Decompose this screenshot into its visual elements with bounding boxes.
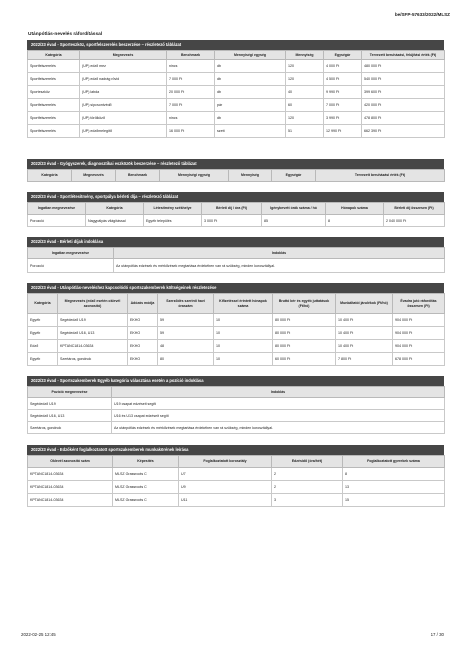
- table-cell: nincs: [167, 60, 215, 73]
- other-reason-section: [27, 376, 444, 434]
- coach-tasks-header-cell: Foglalkoztatott korosztály: [179, 456, 272, 468]
- equipment-header-cell: Mennyiségi egység: [215, 51, 286, 60]
- table-cell: Sportfelszerelés: [28, 112, 80, 125]
- equipment-header-cell: Benchmark: [167, 51, 215, 60]
- medical-header-cell: Kategória: [28, 170, 72, 182]
- staff-costs-header-cell: Évadra jutó ráfordítás összesen (Ft): [393, 294, 445, 314]
- medical-header-cell: Megnevezés: [72, 170, 116, 182]
- other-reason-header-row: [28, 387, 445, 398]
- coach-tasks-table: [27, 455, 445, 507]
- table-cell: 7 000 Ft: [167, 73, 215, 86]
- facility-header-cell: Létesítmény székhelye: [144, 203, 202, 215]
- table-cell: 7 000 Ft: [167, 99, 215, 112]
- medical-header-cell: Egységár: [272, 170, 316, 182]
- staff-costs-header-cell: Szerződés szerinti havi óraszám: [158, 294, 214, 314]
- table-cell: EKHO: [128, 340, 158, 353]
- table-cell: KPTANC1814-03634: [28, 468, 113, 481]
- table-cell: (UP) törölköző: [80, 112, 167, 125]
- table-row: [28, 353, 445, 366]
- footer-date: 2022-02-25 12:45: [21, 632, 56, 637]
- table-cell: 10 400 Ft: [336, 340, 393, 353]
- table-cell: 80 000 Ft: [273, 327, 336, 340]
- table-cell: 10 400 Ft: [336, 327, 393, 340]
- table-cell: Egyéb: [28, 314, 58, 327]
- table-cell: 480 000 Ft: [362, 60, 445, 73]
- table-row: [28, 468, 445, 481]
- table-cell: 8: [326, 215, 384, 227]
- table-cell: db: [215, 112, 286, 125]
- rent-reason-title: 2022/23 évad - Bérleti díjak indoklása: [27, 237, 444, 247]
- rent-reason-header-row: [28, 248, 445, 259]
- other-reason-title: 2022/23 évad - Sportszakemberek Egyéb kategória választása esetén a pozíció indoklása: [27, 376, 444, 386]
- facility-header-cell: Bérleti díj összesen (Ft): [384, 203, 445, 215]
- table-cell: (UP) edző nadrág rövid: [80, 73, 167, 86]
- table-cell: U19 csapat edzéseit segíti: [112, 398, 445, 410]
- table-cell: 2: [272, 481, 343, 494]
- table-cell: (UP) labda: [80, 86, 167, 99]
- staff-costs-header-cell: Bruttó bér és egyéb juttatások (Ft/hó): [273, 294, 336, 314]
- table-cell: 85: [262, 215, 326, 227]
- equipment-header-cell: Egységár: [324, 51, 362, 60]
- table-cell: (UP) edzőmelegítő: [80, 125, 167, 138]
- table-cell: Sportfelszerelés: [28, 73, 80, 86]
- table-cell: 8: [343, 468, 445, 481]
- staff-costs-header-row: [28, 294, 445, 314]
- table-cell: EKHO: [128, 353, 158, 366]
- equipment-header-cell: Mennyiség: [286, 51, 324, 60]
- equipment-title: 2022/23 évad - Sporteszköz, sportfelszerelés beszerzése – részletező táblázat: [27, 40, 444, 50]
- table-row: [28, 125, 445, 138]
- table-cell: 399 600 Ft: [362, 86, 445, 99]
- facility-header-cell: Igénybevett órák száma / hó: [262, 203, 326, 215]
- staff-costs-section: [27, 283, 444, 366]
- facility-section: [27, 192, 444, 227]
- staff-costs-table: [27, 293, 445, 366]
- table-cell: MLSZ Grassroots C: [113, 468, 179, 481]
- table-row: [28, 481, 445, 494]
- medical-title: 2022/23 évad - Gyógyszerek, diagnosztikai eszközök beszerzése – részletező táblázat: [27, 159, 444, 169]
- table-cell: U11: [179, 494, 272, 507]
- table-cell: Egyéb: [28, 353, 58, 366]
- table-cell: db: [215, 73, 286, 86]
- table-cell: U9: [179, 481, 272, 494]
- medical-header-row: [28, 170, 445, 182]
- table-cell: Porozcló: [28, 259, 114, 273]
- table-cell: Az utánpótlás edzések és mérkőzések megtartása érdekében van rá szükség, minden korosztállyal.: [114, 259, 445, 273]
- table-cell: 10: [214, 340, 273, 353]
- facility-title: 2022/23 évad - Sportlétesítmény, sportpálya bérleti díja – részletező táblázat: [27, 192, 444, 202]
- table-cell: Sportfelszerelés: [28, 125, 80, 138]
- table-cell: 678 000 Ft: [393, 353, 445, 366]
- medical-header-cell: Mennyiségi egység: [160, 170, 229, 182]
- table-row: [28, 60, 445, 73]
- table-cell: 10: [214, 314, 273, 327]
- staff-costs-header-cell: Adózás módja: [128, 294, 158, 314]
- table-cell: Segédedző U16, U13: [58, 327, 128, 340]
- table-cell: Segédedző U16, U13: [28, 410, 112, 422]
- table-cell: db: [215, 60, 286, 73]
- table-cell: 80: [158, 353, 214, 366]
- table-row: [28, 86, 445, 99]
- medical-header-cell: Tervezett beruházási érték (Ft): [316, 170, 445, 182]
- table-cell: Egyéb település: [144, 215, 202, 227]
- table-cell: db: [215, 86, 286, 99]
- coach-tasks-header-row: [28, 456, 445, 468]
- table-cell: Nagypályás világítással: [86, 215, 144, 227]
- equipment-header-cell: Megnevezés: [80, 51, 167, 60]
- table-cell: 662 390 Ft: [362, 125, 445, 138]
- other-reason-header-cell: Pozíció megnevezése: [28, 387, 112, 398]
- table-cell: 904 000 Ft: [393, 314, 445, 327]
- table-cell: 4 500 Ft: [324, 73, 362, 86]
- table-cell: 15: [343, 494, 445, 507]
- table-cell: 59: [158, 314, 214, 327]
- medical-header-cell: Mennyiség: [229, 170, 272, 182]
- table-cell: 904 000 Ft: [393, 327, 445, 340]
- table-cell: 10: [214, 353, 273, 366]
- medical-header-cell: Benchmark: [116, 170, 160, 182]
- facility-table: [27, 202, 445, 227]
- coach-tasks-header-cell: Edzésidő (óra/hét): [272, 456, 343, 468]
- table-cell: 2: [272, 468, 343, 481]
- table-cell: MLSZ Grassroots C: [113, 494, 179, 507]
- table-cell: 3: [272, 494, 343, 507]
- table-cell: Sportfelszerelés: [28, 99, 80, 112]
- table-cell: KPTANC1814-03634: [28, 481, 113, 494]
- document-id: be/SFP-57633/2022/MLSZ: [394, 12, 450, 17]
- table-cell: 3 000 Ft: [202, 215, 262, 227]
- table-cell: Sportfelszerelés: [28, 60, 80, 73]
- table-row: [28, 215, 445, 227]
- table-cell: Szertáros, gondnok: [58, 353, 128, 366]
- table-cell: 16 000 Ft: [167, 125, 215, 138]
- table-cell: (UP) sípcsontvédő: [80, 99, 167, 112]
- facility-header-cell: Bérleti díj / óra (Ft): [202, 203, 262, 215]
- table-cell: 7 800 Ft: [336, 353, 393, 366]
- equipment-header-row: [28, 51, 445, 60]
- table-cell: 9 990 Ft: [324, 86, 362, 99]
- table-row: [28, 340, 445, 353]
- table-cell: 904 000 Ft: [393, 340, 445, 353]
- table-cell: 60: [286, 99, 324, 112]
- page-number: 17 / 30: [430, 632, 444, 637]
- table-cell: Szertáros, gondnok: [28, 422, 112, 434]
- table-row: [28, 112, 445, 125]
- table-cell: EKHO: [128, 327, 158, 340]
- table-row: [28, 494, 445, 507]
- equipment-section: [27, 40, 444, 138]
- table-cell: 2 040 000 Ft: [384, 215, 445, 227]
- table-cell: 51: [286, 125, 324, 138]
- table-cell: KPTANC1814-03634: [58, 340, 128, 353]
- facility-header-cell: Kategória: [86, 203, 144, 215]
- table-cell: 13: [343, 481, 445, 494]
- staff-costs-header-cell: Kifizetéssel érintett hónapok száma: [214, 294, 273, 314]
- table-cell: Segédedző U19: [58, 314, 128, 327]
- table-row: [28, 73, 445, 86]
- table-cell: (UP) edző mez: [80, 60, 167, 73]
- facility-header-row: [28, 203, 445, 215]
- rent-reason-section: [27, 237, 444, 273]
- table-cell: 478 800 Ft: [362, 112, 445, 125]
- table-cell: 420 000 Ft: [362, 99, 445, 112]
- rent-reason-table: [27, 247, 445, 273]
- table-cell: Sporteszköz: [28, 86, 80, 99]
- table-cell: 12 990 Ft: [324, 125, 362, 138]
- staff-costs-title: 2022/23 évad - Utánpótlás-neveléshez kapcsolódó sportszakemberek költségeinek részletezése: [27, 283, 444, 293]
- coach-tasks-header-cell: Foglalkoztatott gyerekek száma: [343, 456, 445, 468]
- table-cell: 48: [158, 340, 214, 353]
- table-row: [28, 259, 445, 273]
- table-cell: Porozcló: [28, 215, 86, 227]
- table-cell: 60 000 Ft: [273, 353, 336, 366]
- table-cell: KPTANC1814-03634: [28, 494, 113, 507]
- table-row: [28, 327, 445, 340]
- table-row: [28, 99, 445, 112]
- table-cell: 4 000 Ft: [324, 60, 362, 73]
- table-cell: Segédedző U19: [28, 398, 112, 410]
- rent-reason-header-cell: Ingatlan megnevezése: [28, 248, 114, 259]
- table-cell: U16 és U13 csapat edzéseit segíti: [112, 410, 445, 422]
- rent-reason-header-cell: Indoklás: [114, 248, 445, 259]
- staff-costs-header-cell: Kategória: [28, 294, 58, 314]
- table-cell: U7: [179, 468, 272, 481]
- equipment-header-cell: Tervezett beruházási, felújítási érték (Ft): [362, 51, 445, 60]
- table-cell: 10 400 Ft: [336, 314, 393, 327]
- other-reason-header-cell: Indoklás: [112, 387, 445, 398]
- table-cell: Egyéb: [28, 327, 58, 340]
- coach-tasks-header-cell: Képesítés: [113, 456, 179, 468]
- coach-tasks-title: 2022/23 évad - Edzőként foglalkoztatott sportszakemberek munkakörének leírása: [27, 445, 444, 455]
- table-cell: 540 000 Ft: [362, 73, 445, 86]
- table-cell: 10: [214, 327, 273, 340]
- table-cell: 80 000 Ft: [273, 314, 336, 327]
- coach-tasks-header-cell: Oklevél azonosító szám: [28, 456, 113, 468]
- equipment-header-cell: Kategória: [28, 51, 80, 60]
- table-cell: 120: [286, 60, 324, 73]
- staff-costs-header-cell: Munkáltatói járulékok (Ft/hó): [336, 294, 393, 314]
- table-cell: Az utánpótlás edzések és mérkőzések megtartása érdekében van rá szükség, minden korosztállyal.: [112, 422, 445, 434]
- table-cell: MLSZ Grassroots C: [113, 481, 179, 494]
- table-cell: 7 000 Ft: [324, 99, 362, 112]
- other-reason-table: [27, 386, 445, 434]
- page-title: Utánpótlás-nevelés ráfordítással: [28, 32, 103, 37]
- table-cell: 80 000 Ft: [273, 340, 336, 353]
- table-cell: Edző: [28, 340, 58, 353]
- table-cell: 40: [286, 86, 324, 99]
- coach-tasks-section: [27, 445, 444, 507]
- table-row: [28, 422, 445, 434]
- table-row: [28, 410, 445, 422]
- staff-costs-header-cell: Megnevezés (edző esetén oklevél azonosító): [58, 294, 128, 314]
- table-cell: nincs: [167, 112, 215, 125]
- table-cell: szett: [215, 125, 286, 138]
- facility-header-cell: Hónapok száma: [326, 203, 384, 215]
- table-cell: 59: [158, 327, 214, 340]
- table-cell: pár: [215, 99, 286, 112]
- table-cell: EKHO: [128, 314, 158, 327]
- table-cell: 120: [286, 112, 324, 125]
- table-cell: 120: [286, 73, 324, 86]
- facility-header-cell: Ingatlan megnevezése: [28, 203, 86, 215]
- medical-section: [27, 159, 444, 182]
- table-cell: 3 990 Ft: [324, 112, 362, 125]
- medical-table: [27, 169, 445, 182]
- equipment-table: [27, 50, 445, 138]
- table-row: [28, 314, 445, 327]
- table-row: [28, 398, 445, 410]
- table-cell: 20 000 Ft: [167, 86, 215, 99]
